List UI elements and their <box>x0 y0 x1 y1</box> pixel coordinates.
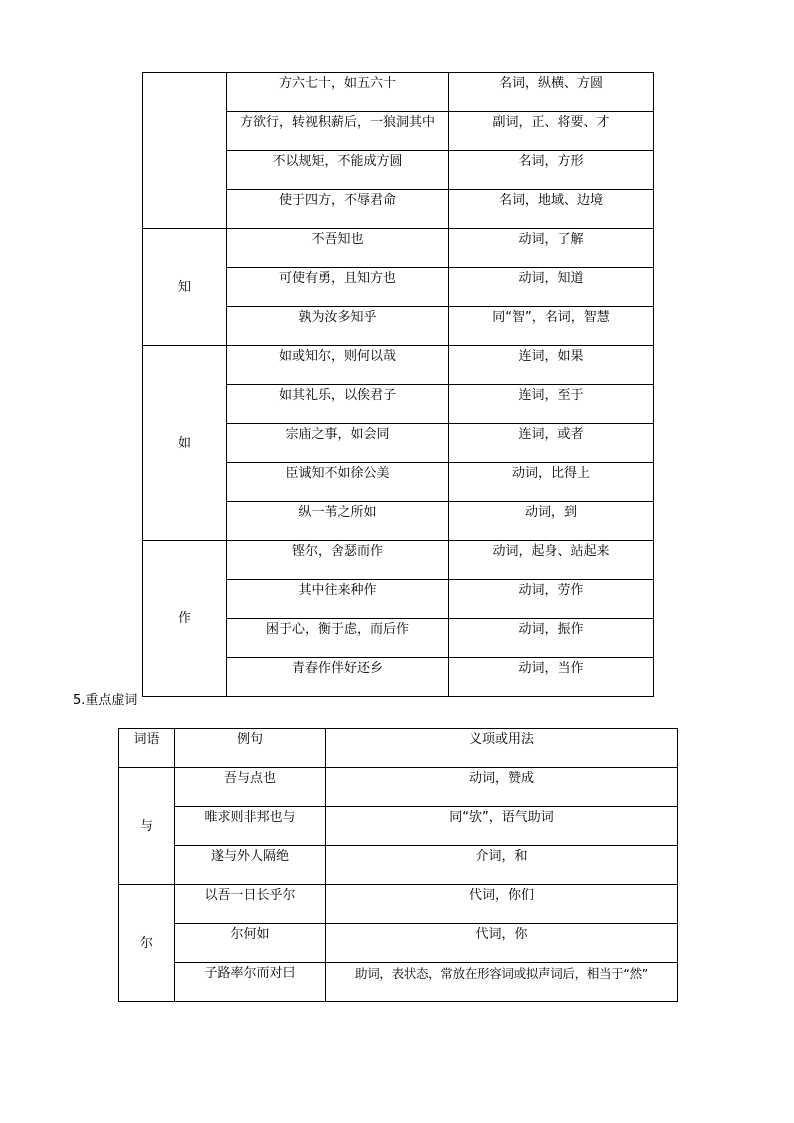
meaning-cell: 动词，赞成 <box>326 768 678 807</box>
table-row <box>143 73 654 112</box>
example-cell: 不以规矩，不能成方圆 <box>227 151 449 190</box>
header-word: 词语 <box>119 729 175 768</box>
word-cell: 如 <box>143 346 227 541</box>
example-cell: 唯求则非邦也与 <box>175 807 326 846</box>
meaning-cell: 名词，纵横、方圆 <box>449 73 654 112</box>
example-cell: 宗庙之事，如会同 <box>227 424 449 463</box>
example-cell: 不吾知也 <box>227 229 449 268</box>
word-cell: 知 <box>143 229 227 346</box>
example-cell: 如或知尔，则何以哉 <box>227 346 449 385</box>
table-row <box>119 768 678 807</box>
example-cell: 可使有勇，且知方也 <box>227 268 449 307</box>
meaning-cell: 动词，当作 <box>449 658 654 697</box>
example-cell: 其中往来种作 <box>227 580 449 619</box>
example-cell: 子路率尔而对曰 <box>175 963 326 1002</box>
example-cell: 纵一苇之所如 <box>227 502 449 541</box>
example-cell: 使于四方，不辱君命 <box>227 190 449 229</box>
example-cell: 困于心，衡于虑，而后作 <box>227 619 449 658</box>
word-cell: 作 <box>143 541 227 697</box>
table-row <box>119 963 678 1002</box>
meaning-cell: 连词，至于 <box>449 385 654 424</box>
example-cell: 以吾一日长乎尔 <box>175 885 326 924</box>
example-cell: 吾与点也 <box>175 768 326 807</box>
table-header-row <box>119 729 678 768</box>
meaning-cell: 名词，方形 <box>449 151 654 190</box>
example-cell: 如其礼乐，以俟君子 <box>227 385 449 424</box>
word-cell: 与 <box>119 768 175 885</box>
notional-words-table <box>142 72 654 697</box>
example-cell: 孰为汝多知乎 <box>227 307 449 346</box>
example-cell: 方欲行，转视积薪后，一狼洞其中 <box>227 112 449 151</box>
meaning-cell: 同“智”，名词，智慧 <box>449 307 654 346</box>
word-cell: 尔 <box>119 885 175 1002</box>
meaning-cell: 动词，了解 <box>449 229 654 268</box>
table-row <box>119 885 678 924</box>
meaning-cell: 动词，劳作 <box>449 580 654 619</box>
example-cell: 铿尔，舍瑟而作 <box>227 541 449 580</box>
meaning-cell: 同“欤”，语气助词 <box>326 807 678 846</box>
meaning-cell: 动词，比得上 <box>449 463 654 502</box>
table-row <box>143 346 654 385</box>
header-meaning: 义项或用法 <box>326 729 678 768</box>
meaning-cell: 名词，地域、边境 <box>449 190 654 229</box>
example-cell: 臣诚知不如徐公美 <box>227 463 449 502</box>
example-cell: 尔何如 <box>175 924 326 963</box>
example-cell: 青春作伴好还乡 <box>227 658 449 697</box>
meaning-cell: 连词，如果 <box>449 346 654 385</box>
table-row <box>143 229 654 268</box>
table-row <box>143 541 654 580</box>
meaning-cell: 动词，起身、站起来 <box>449 541 654 580</box>
function-words-table <box>118 728 678 1002</box>
section-heading: 5.重点虚词 <box>73 693 138 708</box>
word-cell <box>143 73 227 229</box>
meaning-cell: 动词，知道 <box>449 268 654 307</box>
meaning-cell: 副词，正、将要、才 <box>449 112 654 151</box>
table-row <box>119 846 678 885</box>
meaning-cell: 代词，你们 <box>326 885 678 924</box>
meaning-cell: 助词，表状态，常放在形容词或拟声词后，相当于“然” <box>326 963 678 1002</box>
example-cell: 遂与外人隔绝 <box>175 846 326 885</box>
meaning-cell: 介词，和 <box>326 846 678 885</box>
meaning-cell: 代词，你 <box>326 924 678 963</box>
header-example: 例句 <box>175 729 326 768</box>
meaning-cell: 连词，或者 <box>449 424 654 463</box>
table-row <box>119 807 678 846</box>
meaning-cell: 动词，到 <box>449 502 654 541</box>
meaning-cell: 动词，振作 <box>449 619 654 658</box>
example-cell: 方六七十，如五六十 <box>227 73 449 112</box>
table-row <box>119 924 678 963</box>
